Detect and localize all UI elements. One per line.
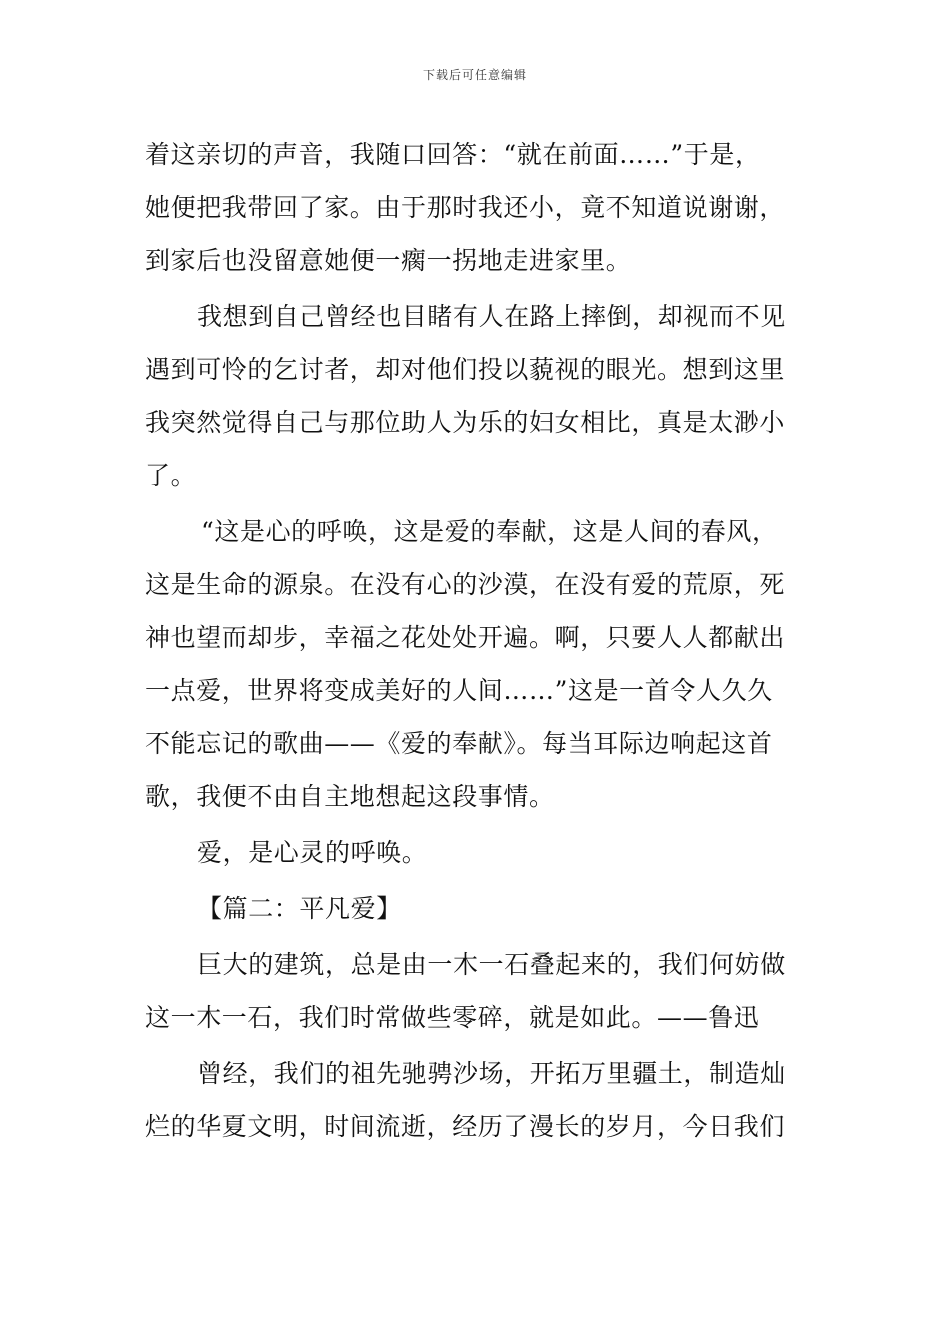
- text-line: 着这亲切的声音，我随口回答：“就在前面……”于是，: [145, 140, 761, 169]
- text-line: 到家后也没留意她便一瘸一拐地走进家里。: [145, 246, 632, 275]
- text-line: 爱，是心灵的呼唤。: [197, 838, 428, 867]
- text-line: 遇到可怜的乞讨者，却对他们投以藐视的眼光。想到这里: [145, 355, 786, 384]
- header-note: 下载后可任意编辑: [422, 68, 527, 82]
- document-body: [145, 128, 815, 1153]
- text-line: 了。: [145, 461, 197, 490]
- text-line: 歌，我便不由自主地想起这段事情。: [145, 782, 555, 811]
- text-line: 我突然觉得自己与那位助人为乐的妇女相比，真是太渺小: [145, 408, 786, 437]
- text-line: “这是心的呼唤，这是爱的奉献，这是人间的春风，: [201, 517, 778, 546]
- section-heading: 【篇二：平凡爱】: [197, 894, 402, 923]
- text-line: 不能忘记的歌曲——《爱的奉献》。每当耳际边响起这首: [145, 729, 773, 758]
- text-line: 曾经，我们的祖先驰骋沙场，开拓万里疆土，制造灿: [197, 1059, 786, 1088]
- text-line: 她便把我带回了家。由于那时我还小，竟不知道说谢谢，: [145, 193, 786, 222]
- text-line: 巨大的建筑，总是由一木一石叠起来的，我们何妨做: [197, 950, 786, 979]
- text-line: 神也望而却步，幸福之花处处开遍。啊，只要人人都献出: [145, 623, 786, 652]
- text-line: 这一木一石，我们时常做些零碎，就是如此。——鲁迅: [145, 1003, 760, 1032]
- text-line: 烂的华夏文明，时间流逝，经历了漫长的岁月，今日我们: [145, 1112, 786, 1141]
- text-line: 这是生命的源泉。在没有心的沙漠，在没有爱的荒原，死: [145, 570, 786, 599]
- text-line: 一点爱，世界将变成美好的人间……”这是一首令人久久: [145, 676, 773, 705]
- text-line: 我想到自己曾经也目睹有人在路上摔倒，却视而不见: [197, 302, 786, 331]
